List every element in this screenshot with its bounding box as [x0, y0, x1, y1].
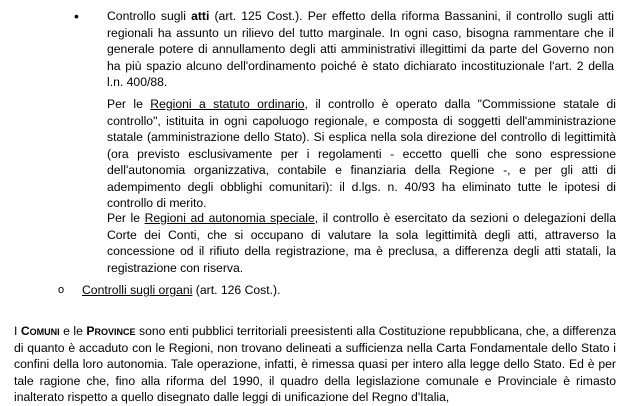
paragraph-comuni-province: I Comuni e le Province sono enti pubblici territoriali preesistenti alla Costituzione repubblicana, che, a differenza di quanto è accaduto con le Regioni, non trovano delineati a sufficienza nella Carta Fondamentale dello Stato i confini della loro autonomia. Tale operazione, infatti, è rimessa quasi per intero alla legge dello Stato. Ed è per tale ragione che, fino alla riforma del 1990, il quadro della legislazione comunale e Provinciale è rimasto inalterato rispetto a quello disegnato dalle leggi di unificazione del Regno d'Italia, — [14, 324, 616, 404]
bullet-item-controlli-organi: o Controlli sugli organi (art. 126 Cost.). — [58, 283, 281, 297]
bullet-text: Controllo sugli atti (art. 125 Cost.). Per effetto della riforma Bassanini, il controllo sugli atti regionali ha assunto un rilievo del tutto marginale. In ogni caso, bisogna rammentare che il generale potere di annullamento degli atti amministrativi illegittimi da parte del Governo non ha più spazio alcuno dell'ordinamento poiché è stato dichiarato incostituzionale l'art. 2 della l.n. 400/88. — [107, 9, 614, 89]
underlined-term: Regioni a statuto ordinario — [150, 97, 305, 111]
bullet-marker: o — [58, 284, 65, 296]
emphasis-atti: atti — [191, 9, 210, 23]
bullet-marker: • — [74, 8, 79, 24]
bullet-item-controllo-atti — [74, 8, 614, 91]
paragraph-regioni-statuto-ordinario: Per le Regioni a statuto ordinario, il controllo è operato dalla "Commissione statale di controllo", istituita in ogni capoluogo regionale, e composta di soggetti dell'amministrazione statale (amministrazione dello Stato). Si esplica nella sola direzione del controllo di legittimità (ora previsto esclusivamente per i regolamenti - eccetto quelli che sono espressione dell'autonomia organizzativa, contabile e finanziaria della Regione -, e per gli atti di adempimento degli obblighi comunitari): il d.lgs. n. 40/93 ha eliminato tutte le ipotesi di controllo di merito. — [107, 97, 616, 210]
term-province: Province — [86, 324, 136, 338]
underlined-term: Controlli sugli organi — [82, 283, 193, 297]
term-comuni: Comuni — [20, 324, 60, 338]
underlined-term: Regioni ad autonomia speciale — [144, 211, 315, 225]
paragraph-regioni-autonomia-speciale: Per le Regioni ad autonomia speciale, il controllo è esercitato da sezioni o delegazioni della Corte dei Conti, che si occupano di valutare la sola legittimità degli atti, attraverso la concessione od il rifiuto della registrazione, ma è preclusa, a differenza degli atti statali, la registrazione con riserva. — [107, 211, 616, 275]
